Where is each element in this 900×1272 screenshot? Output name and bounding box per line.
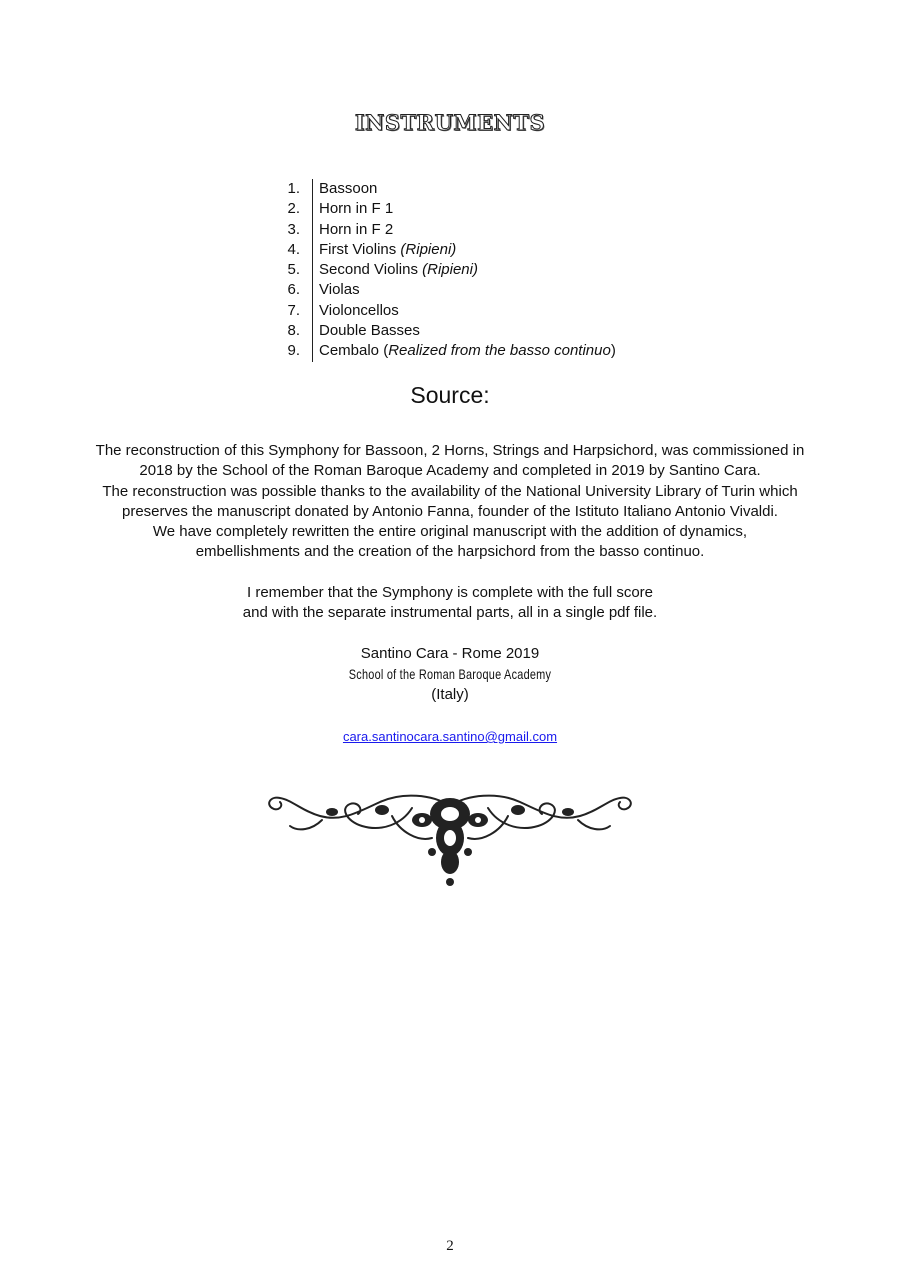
list-item-number: 2. <box>287 200 300 218</box>
list-item <box>270 199 616 219</box>
instrument-list <box>270 179 616 362</box>
list-item-name: Horn in F 1 <box>319 200 394 218</box>
list-divider <box>312 199 313 219</box>
list-item <box>270 321 616 341</box>
list-divider <box>312 321 313 341</box>
list-item <box>270 179 616 199</box>
list-item-name: Violas <box>319 281 360 299</box>
list-item-name: First Violins <box>319 240 401 258</box>
list-item-name: Cembalo <box>319 342 384 360</box>
signature-country: (Italy) <box>431 685 469 703</box>
source-heading: Source: <box>410 382 490 408</box>
list-item-number: 6. <box>287 281 300 299</box>
list-item-number: 4. <box>287 240 300 258</box>
list-item-note: Realized from the basso continuo <box>388 342 611 360</box>
list-item <box>270 301 616 321</box>
list-divider <box>312 260 313 280</box>
list-divider <box>312 240 313 260</box>
email-line <box>0 729 900 744</box>
source-paragraph <box>40 441 860 563</box>
list-item-label <box>312 240 456 260</box>
remember-paragraph <box>40 583 860 624</box>
list-item <box>270 280 616 300</box>
list-item-paren-close: ) <box>610 342 616 360</box>
source-line: The reconstruction was possible thanks to the availability of the National University Library of Turin which <box>102 482 798 500</box>
list-divider <box>312 301 313 321</box>
list-item-paren-open: ( <box>383 342 389 360</box>
source-line: 2018 by the School of the Roman Baroque Academy and completed in 2019 by Santino Cara. <box>139 462 761 480</box>
list-item-note: (Ripieni) <box>400 240 457 258</box>
list-item-number: 5. <box>287 261 300 279</box>
list-item-number: 8. <box>287 322 300 340</box>
signature-block <box>40 644 860 705</box>
page-number: 2 <box>446 1238 454 1254</box>
remember-line: and with the separate instrumental parts, all in a single pdf file. <box>242 604 658 622</box>
page-title: INSTRUMENTS <box>354 110 546 135</box>
signature-academy: School of the Roman Baroque Academy <box>348 666 552 683</box>
list-item-name: Horn in F 2 <box>319 220 394 238</box>
source-line: embellishments and the creation of the harpsichord from the basso continuo. <box>195 543 705 561</box>
source-line: The reconstruction of this Symphony for Bassoon, 2 Horns, Strings and Harpsichord, was commissioned in <box>95 442 805 459</box>
list-divider <box>312 341 313 361</box>
list-item <box>270 260 616 280</box>
list-item-number: 9. <box>287 342 300 360</box>
signature-author: Santino Cara - Rome 2019 <box>360 645 540 662</box>
list-divider <box>312 179 313 199</box>
list-item-label <box>312 341 616 361</box>
list-item <box>270 240 616 260</box>
list-item-number: 3. <box>287 220 300 238</box>
list-item-note: (Ripieni) <box>422 261 478 279</box>
source-line: We have completely rewritten the entire original manuscript with the addition of dynamics, <box>152 523 748 541</box>
list-divider <box>312 280 313 300</box>
remember-line: I remember that the Symphony is complete with the full score <box>246 584 653 601</box>
list-item-label <box>312 260 478 280</box>
source-line: preserves the manuscript donated by Antonio Fanna, founder of the Istituto Italiano Antonio Vivaldi. <box>122 502 778 520</box>
list-item-name: Violoncellos <box>319 301 399 319</box>
email-link[interactable]: cara.santinocara.santino@gmail.com <box>342 729 558 744</box>
list-divider <box>312 220 313 240</box>
list-item-number: 1. <box>287 180 300 197</box>
list-item-name: Double Basses <box>319 322 420 340</box>
list-item <box>270 220 616 240</box>
list-item <box>270 341 616 361</box>
list-item-name: Second Violins <box>319 261 423 279</box>
list-item-name: Bassoon <box>319 180 378 197</box>
ornament-flourish-icon <box>262 786 638 890</box>
list-item-number: 7. <box>287 301 300 319</box>
